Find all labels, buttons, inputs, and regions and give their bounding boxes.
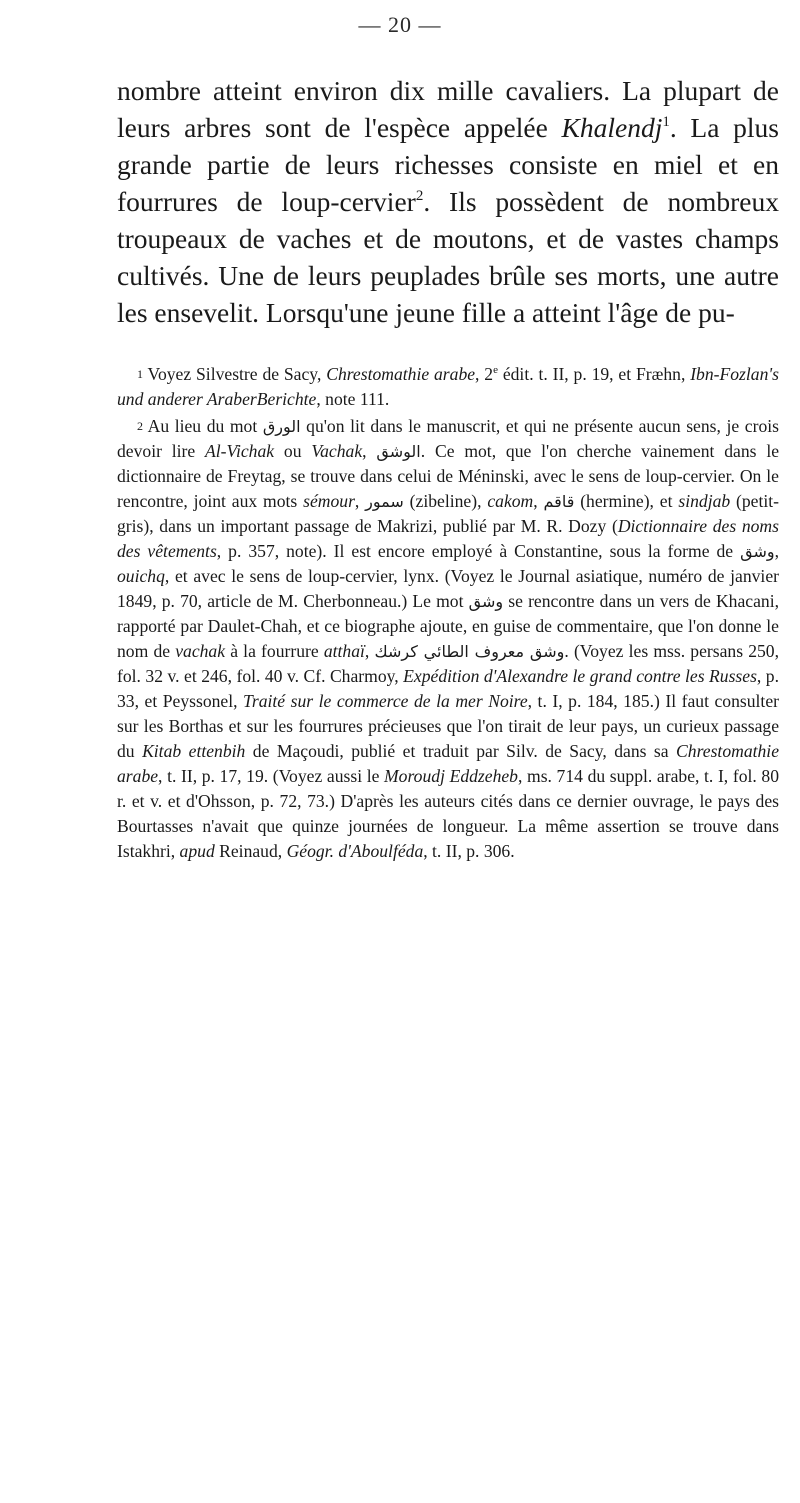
arabic-word: قاقم [543, 492, 575, 511]
main-paragraph: nombre atteint environ dix mille cavaliers. La plupart de leurs arbres sont de l'espèce appelée Khalendj$^1$. La plus grande partie de leurs richesses consiste en miel et en fourrures de loup-cervier$^2$. Ils possèdent de nombreux troupeaux de vaches et de moutons, et de vastes champs cultivés. Une de leurs peuplades brûle ses morts, une autre les ensevelit. Lorsqu'une jeune fille a atteint l'âge de pu- [117, 75, 779, 328]
arabic-word: سمور [365, 492, 404, 511]
arabic-word: الورق [262, 417, 301, 436]
footnote-2: 2 Au lieu du mot الورق qu'on lit dans le manuscrit, et qui ne présente aucun sens, je crois devoir lire Al-Vichak ou Vachak, الوشق. Ce mot, que l'on cherche vainement dans le dictionnaire de Freytag, se trouve dans celui de Méninski, avec le sens de loup-cervier. On le rencontre, joint aux mots sémour, سمور (zibeline), cakom, قاقم (hermine), et sindjab (petit-gris), dans un important passage de Makrizi, publié par M. R. Dozy (Dictionnaire des noms des vêtements, p. 357, note). Il est encore employé à Constantine, sous la forme de وشق, ouichq, et avec le sens de loup-cervier, lynx. (Voyez le Journal asiatique, numéro de janvier 1849, p. 70, article de M. Cherbonneau.) Le mot وشق se rencontre dans un vers de Khacani, rapporté par Daulet-Chah, et ce biographe ajoute, en guise de commentaire, que l'on donne le nom de vachak à la fourrure atthaï, وشق معروف الطائي كرشك. (Voyez les mss. persans 250, fol. 32 v. et 246, fol. 40 v. Cf. Charmoy, Expédition d'Alexandre le grand contre les Russes, p. 33, et Peyssonel, Traité sur le commerce de la mer Noire, t. I, p. 184, 185.) Il faut consulter sur les Borthas et sur les fourrures précieuses que l'on tirait de leur pays, un curieux passage du Kitab ettenbih de Maçoudi, publié et traduit par Silv. de Sacy, dans sa Chrestomathie arabe, t. II, p. 17, 19. (Voyez aussi le Moroudj Eddzeheb, ms. 714 du suppl. arabe, t. I, fol. 80 r. et v. et d'Ohsson, p. 72, 73.) D'après les auteurs cités dans ce dernier ouvrage, le pays des Bourtasses n'avait que quinze journées de longueur. La même assertion se trouve dans Istakhri, apud Reinaud, Géogr. d'Aboulféda, t. II, p. 306. [117, 416, 780, 861]
arabic-word: الوشق [376, 442, 421, 461]
footnote-ref: 2 [415, 188, 424, 204]
footnote-1: 1 Voyez Silvestre de Sacy, Chrestomathie arabe, 2e édit. t. II, p. 19, et Fræhn, Ibn-Fozlan's und anderer AraberBerichte, note 111. [117, 364, 779, 409]
arabic-phrase: وشق معروف الطائي كرشك [374, 642, 565, 661]
footnote-ref: 1 [662, 114, 670, 130]
footnotes [117, 362, 779, 866]
arabic-word: وشق [468, 592, 504, 611]
page-number: — 20 — [358, 12, 442, 37]
arabic-word: وشق [740, 542, 775, 561]
